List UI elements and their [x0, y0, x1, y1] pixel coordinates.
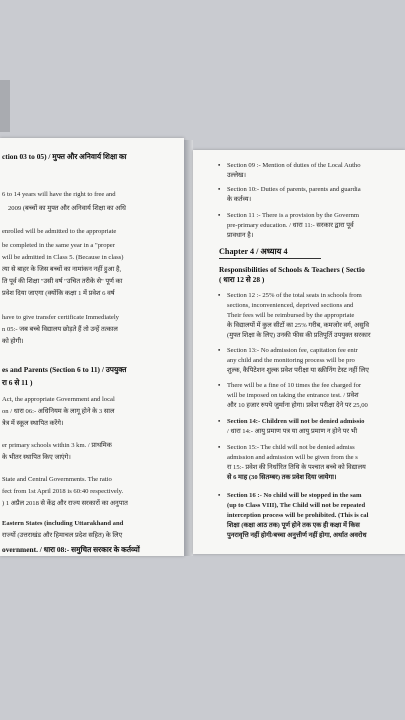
left-page: [0, 138, 184, 556]
right-section-14: • Section 14:- Children will not be denied admissio: [227, 418, 364, 426]
responsibilities-heading: Responsibilities of Schools & Teachers ( Sectio: [219, 265, 365, 274]
left-text-line: राज्यों (उत्तराखंड और हिमाचल प्रदेश सहित) के लिए: [2, 532, 123, 539]
right-section-13: • Section 13:- No admission fee, capitation fee entr: [227, 347, 358, 355]
left-text-line: Eastern States (including Uttarakhand and: [2, 520, 124, 527]
right-text-line: interception process will be prohibited. (This is cal: [227, 512, 369, 519]
chapter-underline: [219, 258, 321, 259]
left-section-heading-rte: ction 03 to 05) / मुफ्त और अनिवार्य शिक्षा का: [2, 152, 127, 161]
right-text-line: के विद्यालयों में कुल सीटों का 25% गरीब, कमजोर वर्ग, असुवि: [227, 322, 370, 329]
left-text-line: को होगी।: [2, 338, 24, 345]
right-text-line: (मुफ्त शिक्षा के लिए) उनकी फीस की प्रतिपूर्ति उपयुक्त सरकार: [227, 332, 371, 339]
right-text-line: के कर्तव्य।: [227, 196, 252, 203]
left-text-line: 6 to 14 years will have the right to free and: [2, 191, 116, 198]
right-section-16: • Section 16 :- No child will be stopped in the sam: [227, 492, 361, 500]
left-text-line: प्रवेश दिया जाएगा (क्योंकि कक्षा 1 में प्रवेश 6 वर्ष: [2, 290, 115, 297]
background-edge: [0, 80, 10, 132]
right-fine-bullet: • There will be a fine of 10 times the fee charged for: [227, 382, 361, 390]
left-text-line: have to give transfer certificate Immediately: [2, 314, 119, 321]
left-section-subheading: रा 6 से 11 ): [2, 378, 33, 387]
right-text-line: any child and the monitoring process will be pro: [227, 357, 355, 364]
left-text-line: ति पूर्व की शिक्षा "उसी वर्ष "उचित तरीके से" पूर्ण का: [2, 278, 123, 285]
right-text-line: sections, inconvenienced, deprived sections and: [227, 302, 354, 309]
right-text-line: / धारा 14:- आयु प्रमाण पत्र या आयु प्रमाण न होने पर भी: [227, 428, 358, 435]
left-text-line: on / धारा 06:- अधिनियम के लागू होने के 3 साल: [2, 408, 115, 415]
left-text-line: be completed in the same year in a "proper: [2, 242, 115, 249]
right-text-line: प्रावधान है।: [227, 232, 254, 239]
right-text-line: से 6 माह (30 सितम्बर) तक प्रवेश दिया जायेगा।: [227, 474, 337, 481]
left-text-line: त्रेत्र में स्कूल स्थापित करेंगे।: [2, 420, 64, 427]
chapter-4-heading: Chapter 4 / अध्याय 4: [219, 247, 288, 256]
right-text-line: admission and admission will be given from the s: [227, 454, 358, 461]
right-text-line: शिक्षा (कक्षा आठ तक) पूर्ण होने तक एक ही कक्षा में किस: [227, 522, 360, 529]
responsibilities-subheading: ( धारा 12 से 28 ): [219, 275, 265, 284]
right-text-line: शुल्क, कैपिटेशन शुल्क प्रवेश परीक्षा या स्क्रीनिंग टेस्ट नहीं लिए: [227, 367, 369, 374]
left-text-line: n 05:- जब बच्चे विद्यालय छोड़ते हैं तो उन्हें तत्काल: [2, 326, 118, 333]
left-text-line: er primary schools within 3 km. / प्राथमिक: [2, 442, 112, 449]
right-text-line: और 10 हजार रुपये जुर्माना होगा। प्रवेश परीक्षा देने पर 25,00: [227, 402, 368, 409]
left-text-line: Act, the appropriate Government and local: [2, 396, 115, 403]
right-section-09: • Section 09 :- Mention of duties of the Local Autho: [227, 162, 361, 170]
left-text-line: enrolled will be admitted to the appropriate: [2, 228, 117, 235]
right-page: [193, 150, 405, 554]
left-text-line: State and Central Governments. The ratio: [2, 476, 112, 483]
right-text-line: pre-primary education. / धारा 11:- सरकार द्वारा पूर्व: [227, 222, 354, 229]
left-text-line: fect from 1st April 2018 is 60:40 respectively.: [2, 488, 124, 495]
right-text-line: (up to Class VIII), The Child will not be repeated: [227, 502, 366, 509]
right-section-15: • Section 15:- The child will not be denied admiss: [227, 444, 355, 452]
right-section-12: • Section 12 :- 25% of the total seats in schools from: [227, 292, 362, 300]
background-bottom: [0, 560, 405, 720]
left-text-line: के भीतर स्थापित किए जाएंगे।: [2, 454, 71, 461]
book-gutter: [184, 140, 193, 556]
right-section-10: • Section 10:- Duties of parents, parents and guardia: [227, 186, 361, 194]
left-text-line: त्या से बाहर के जिस बच्चों का नामांकन नहीं हुआ है,: [2, 266, 122, 273]
right-section-11: • Section 11 :- There is a provision by the Governm: [227, 212, 359, 220]
left-text-line: overnment. / धारा 08:- समुचित सरकार के कर्तव्यों: [2, 545, 140, 554]
right-text-line: रा 15:- प्रवेश की निर्धारित तिथि के पश्चात बच्चे को विद्यालय: [227, 464, 366, 471]
right-text-line: उल्लेख।: [227, 172, 246, 179]
left-text-line: ) 1 अप्रैल 2018 से केंद्र और राज्य सरकारों का अनुपात: [2, 500, 128, 507]
left-section-heading-parents: es and Parents (Section 6 to 11) / उपयुक्त: [2, 365, 127, 374]
right-text-line: Their fees will be reimbursed by the appropriate: [227, 312, 355, 319]
left-text-line: 2009 (बच्चों का मुफ्त और अनिवार्य शिक्षा का अधि: [8, 205, 126, 212]
right-text-line: will be imposed on taking the entrance test. / प्रवेश: [227, 392, 359, 399]
right-text-line: पुनरावृत्ति नहीं होगी/बच्चा अनुत्तीर्ण नहीं होगा, अर्थात अवरोध: [227, 532, 367, 539]
left-text-line: will be admitted in Class 5. (Because in class): [2, 254, 124, 261]
